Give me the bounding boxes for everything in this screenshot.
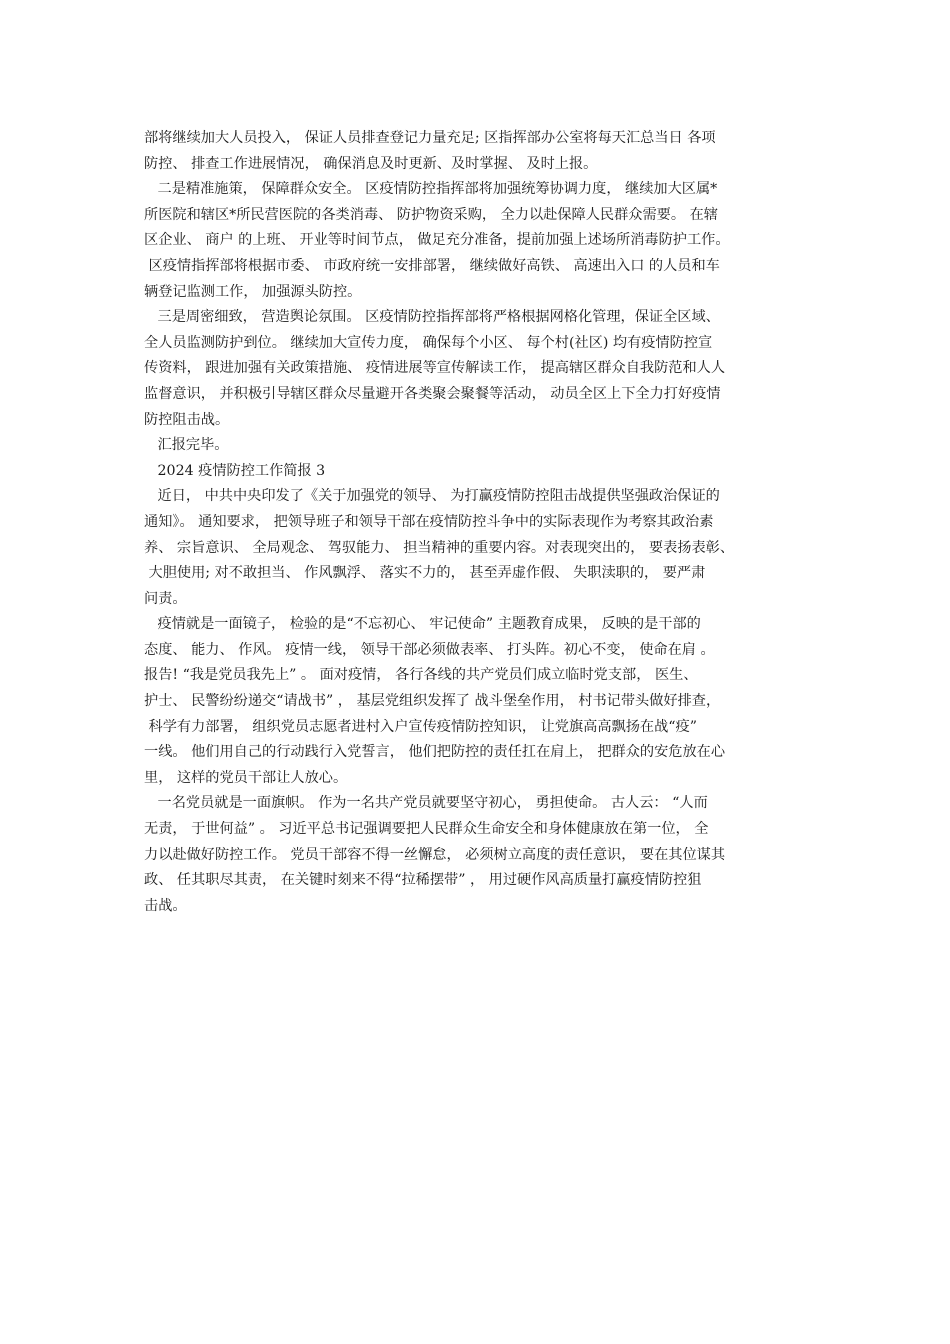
text-line: 二是精准施策， 保障群众安全。 区疫情防控指挥部将加强统筹协调力度， 继续加大区属* xyxy=(144,181,718,198)
text-line: 疫情就是一面镜子， 检验的是“不忘初心、 牢记使命” 主题教育成果， 反映的是干部的 xyxy=(144,616,701,633)
text-line: 近日， 中共中央印发了《关于加强党的领导、 为打赢疫情防控阻击战提供坚强政治保证的 xyxy=(144,488,720,505)
text-line: 政、 任其职尽其责， 在关键时刻来不得“拉稀摆带” ， 用过硬作风高质量打赢疫情防控狙 xyxy=(144,872,702,889)
text-line: 养、 宗旨意识、 全局观念、 驾驭能力、 担当精神的重要内容。对表现突出的， 要表扬表彰、 xyxy=(144,539,735,556)
text-line: 区疫情指挥部将根据市委、 市政府统一安排部署， 继续做好高铁、 高速出入口 的人员和车 xyxy=(144,257,720,274)
text-line: 部将继续加大人员投入， 保证人员排查登记力量充足; 区指挥部办公室将每天汇总当日 各项 xyxy=(144,130,716,146)
text-line: 大胆使用; 对不敢担当、 作风飘浮、 落实不力的， 甚至弄虚作假、 失职渎职的， 要严肃 xyxy=(144,565,706,582)
text-line: 一名党员就是一面旗帜。 作为一名共产党员就要坚守初心， 勇担使命。 古人云： “人而 xyxy=(144,795,708,812)
text-line: 报告! “我是党员我先上” 。 面对疫情， 各行各线的共产党员们成立临时党支部， 医生、 xyxy=(144,667,698,684)
text-line: 问责。 xyxy=(144,590,187,607)
text-line: 通知》。 通知要求， 把领导班子和领导干部在疫情防控斗争中的实际表现作为考察其政治素 xyxy=(144,513,714,530)
text-line: 全人员监测防护到位。 继续加大宣传力度， 确保每个小区、 每个村(社区) 均有疫情防控宣 xyxy=(144,334,713,351)
text-line: 2024 疫情防控工作简报 3 xyxy=(144,462,326,479)
text-line: 三是周密细致， 营造舆论氛围。 区疫情防控指挥部将严格根据网格化管理，保证全区域、 xyxy=(144,309,720,326)
text-line: 所医院和辖区*所民营医院的各类消毒、 防护物资采购， 全力以赴保障人民群众需要。 在辖 xyxy=(144,206,718,223)
text-line: 无责， 于世何益” 。 习近平总书记强调要把人民群众生命安全和身体健康放在第一位， 全 xyxy=(144,821,709,838)
text-line: 力以赴做好防控工作。 党员干部容不得一丝懈怠， 必须树立高度的责任意识， 要在其位谋其 xyxy=(144,846,726,863)
text-line: 态度、 能力、 作风。 疫情一线， 领导干部必须做表率、 打头阵。初心不变， 使命在肩 。 xyxy=(144,641,715,658)
text-line: 一线。 他们用自己的行动践行入党誓言， 他们把防控的责任扛在肩上， 把群众的安危放在心 xyxy=(144,744,726,761)
document-body xyxy=(144,126,820,919)
text-line: 护士、 民警纷纷递交“请战书” ， 基层党组织发挥了 战斗堡垒作用， 村书记带头做好排查， xyxy=(144,693,721,710)
text-line: 防控、 排查工作进展情况， 确保消息及时更新、及时掌握、 及时上报。 xyxy=(144,155,598,172)
text-line: 区企业、 商户 的上班、 开业等时间节点， 做足充分准备，提前加强上述场所消毒防护工作。 xyxy=(144,232,730,249)
text-line: 击战。 xyxy=(144,897,187,914)
text-line: 里， 这样的党员干部让人放心。 xyxy=(144,769,348,786)
text-line: 辆登记监测工作， 加强源头防控。 xyxy=(144,283,362,300)
text-line: 科学有力部署， 组织党员志愿者进村入户宣传疫情防控知识， 让党旗高高飘扬在战“疫” xyxy=(144,718,697,735)
text-line: 汇报完毕。 xyxy=(144,437,229,454)
text-line: 监督意识， 并积极引导辖区群众尽量避开各类聚会聚餐等活动， 动员全区上下全力打好疫情 xyxy=(144,385,721,402)
text-line: 传资料， 跟进加强有关政策措施、 疫情进展等宣传解读工作， 提高辖区群众自我防范和人人 xyxy=(144,360,726,377)
text-line: 防控阻击战。 xyxy=(144,411,230,428)
